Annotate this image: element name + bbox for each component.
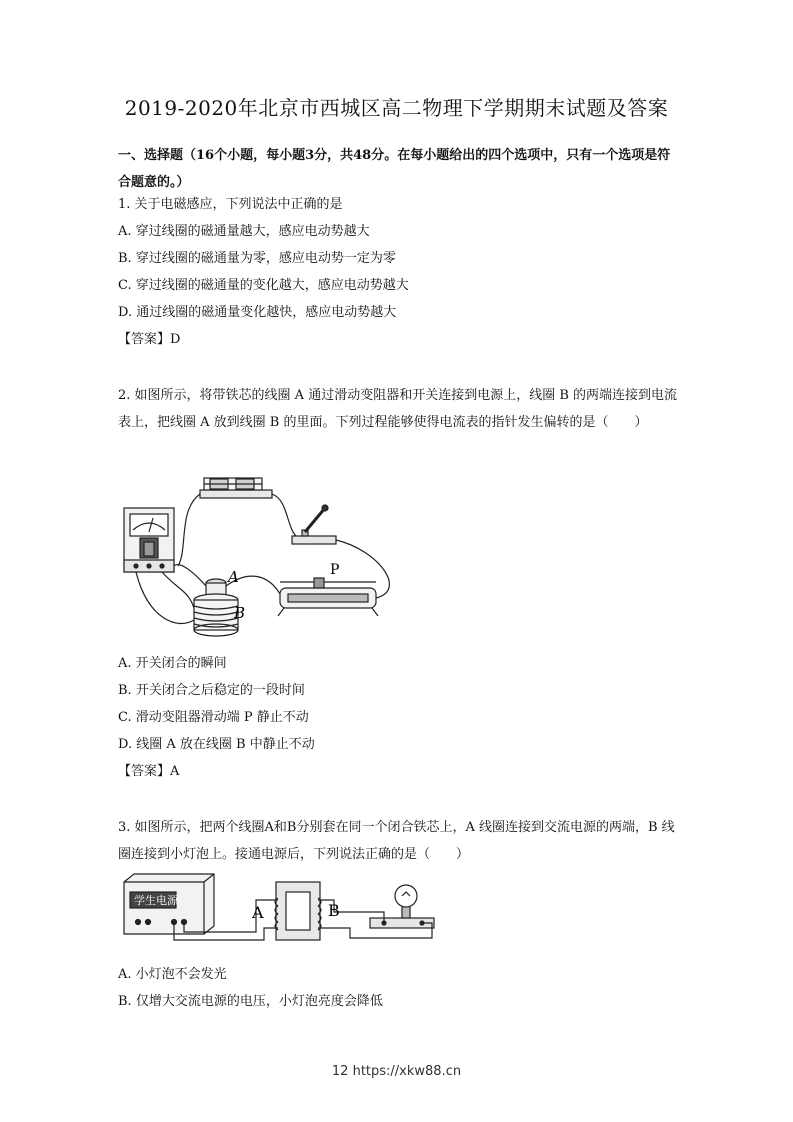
question-2-option-a: A. 开关闭合的瞬间	[118, 656, 227, 671]
galvanometer	[124, 508, 174, 572]
slider-p-label: P	[330, 562, 340, 578]
question-2-option-b: B. 开关闭合之后稳定的一段时间	[118, 683, 305, 698]
page-footer[interactable]: 12 https://xkw88.cn	[331, 1064, 462, 1079]
switch	[292, 505, 336, 544]
question-3-transformer-figure	[120, 872, 450, 944]
coil-b-label-q3: B	[328, 901, 340, 920]
question-2-stem: 2. 如图所示，将带铁芯的线圈 A 通过滑动变阻器和开关连接到电源上，线圈 B 的两端连接到电流表上，把线圈 A 放到线圈 B 的里面。下列过程能够使得电流表的指针发生偏转的是（ ）	[118, 388, 678, 430]
power-supply-label: 学生电源	[134, 894, 178, 907]
question-2-option-d: D. 线圈 A 放在线圈 B 中静止不动	[118, 737, 315, 752]
rheostat	[278, 578, 378, 616]
coils-a-b	[194, 579, 238, 636]
question-1-option-d: D. 通过线圈的磁通量变化越快，感应电动势越大	[118, 305, 397, 320]
question-2-option-c: C. 滑动变阻器滑动端 P 静止不动	[118, 710, 309, 725]
question-1-option-c: C. 穿过线圈的磁通量的变化越大，感应电动势越大	[118, 278, 409, 293]
question-1-stem: 1. 关于电磁感应，下列说法中正确的是	[118, 197, 343, 212]
coil-a-label-q3: A	[252, 903, 264, 922]
bulb	[370, 885, 434, 928]
question-2-answer: 【答案】A	[118, 764, 180, 779]
question-1-option-b: B. 穿过线圈的磁通量为零，感应电动势一定为零	[118, 251, 396, 266]
battery-box	[200, 478, 272, 498]
question-3-stem: 3. 如图所示，把两个线圈A和B分别套在同一个闭合铁芯上，A 线圈连接到交流电源的两端，B 线圈连接到小灯泡上。接通电源后，下列说法正确的是（ ）	[118, 820, 675, 862]
question-1-answer: 【答案】D	[118, 332, 181, 347]
coil-a-label: A	[228, 568, 239, 586]
question-3-option-b: B. 仅增大交流电源的电压，小灯泡亮度会降低	[118, 994, 383, 1009]
question-2-circuit-figure	[118, 470, 398, 642]
question-3-option-a: A. 小灯泡不会发光	[118, 967, 227, 982]
section-header: 一、选择题（16个小题，每小题3分，共48分。在每小题给出的四个选项中，只有一个选项是符合题意的。）	[118, 148, 671, 190]
question-1-option-a: A. 穿过线圈的磁通量越大，感应电动势越大	[118, 224, 370, 239]
iron-core	[275, 882, 321, 940]
page-title: 2019-2020年北京市西城区高二物理下学期期末试题及答案	[124, 96, 669, 120]
coil-b-label: B	[234, 604, 246, 622]
